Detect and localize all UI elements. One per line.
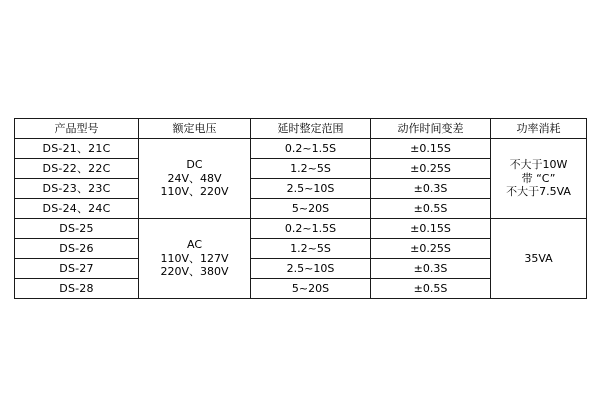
cell-model: DS-23、23C	[15, 179, 139, 199]
cell-delay-range: 2.5~10S	[251, 259, 371, 279]
table-row	[15, 139, 587, 159]
cell-time-variation: ±0.25S	[371, 239, 491, 259]
table-row	[15, 219, 587, 239]
column-header-model: 产品型号	[15, 119, 139, 139]
cell-model: DS-22、22C	[15, 159, 139, 179]
cell-delay-range: 1.2~5S	[251, 159, 371, 179]
cell-delay-range: 0.2~1.5S	[251, 139, 371, 159]
cell-time-variation: ±0.3S	[371, 179, 491, 199]
cell-power-dc: 不大于10W 带 “C” 不大于7.5VA	[491, 139, 587, 219]
specification-table	[14, 118, 587, 299]
cell-time-variation: ±0.25S	[371, 159, 491, 179]
cell-model: DS-21、21C	[15, 139, 139, 159]
cell-delay-range: 5~20S	[251, 279, 371, 299]
cell-time-variation: ±0.3S	[371, 259, 491, 279]
cell-model: DS-26	[15, 239, 139, 259]
cell-power-ac: 35VA	[491, 219, 587, 299]
cell-voltage-dc: DC 24V、48V 110V、220V	[139, 139, 251, 219]
cell-time-variation: ±0.15S	[371, 139, 491, 159]
cell-delay-range: 5~20S	[251, 199, 371, 219]
cell-time-variation: ±0.5S	[371, 279, 491, 299]
column-header-delay-range: 延时整定范围	[251, 119, 371, 139]
cell-delay-range: 1.2~5S	[251, 239, 371, 259]
table-header-row	[15, 119, 587, 139]
cell-model: DS-25	[15, 219, 139, 239]
spec-table-container	[14, 118, 586, 299]
cell-voltage-ac: AC 110V、127V 220V、380V	[139, 219, 251, 299]
column-header-voltage: 额定电压	[139, 119, 251, 139]
cell-time-variation: ±0.5S	[371, 199, 491, 219]
cell-model: DS-24、24C	[15, 199, 139, 219]
cell-model: DS-27	[15, 259, 139, 279]
cell-delay-range: 2.5~10S	[251, 179, 371, 199]
column-header-power: 功率消耗	[491, 119, 587, 139]
cell-model: DS-28	[15, 279, 139, 299]
cell-delay-range: 0.2~1.5S	[251, 219, 371, 239]
cell-time-variation: ±0.15S	[371, 219, 491, 239]
column-header-time-variation: 动作时间变差	[371, 119, 491, 139]
